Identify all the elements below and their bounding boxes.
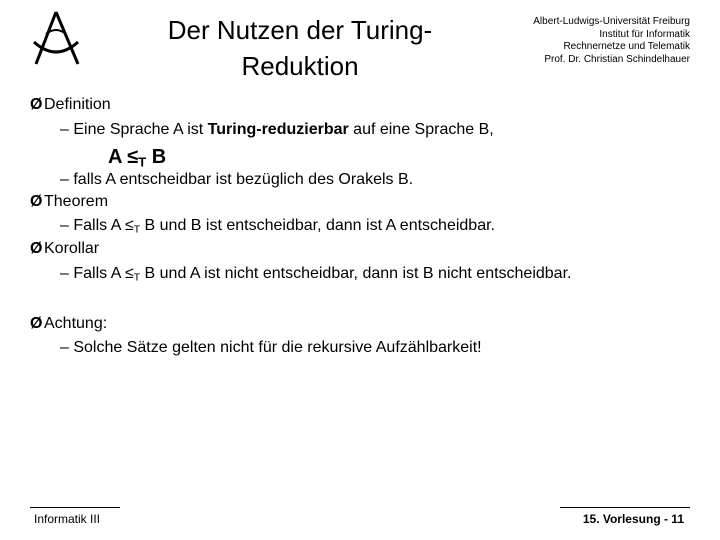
footer-course: Informatik III (34, 512, 101, 526)
text-span: falls A entscheidbar ist bezüglich des Orakels B. (73, 171, 414, 188)
institution-line: Institut für Informatik (599, 28, 690, 40)
text-span: auf eine Sprache B, (348, 121, 494, 138)
text-span: Falls A ≤ (73, 265, 134, 282)
achtung-heading: Achtung: (44, 315, 108, 332)
dash: – (60, 339, 69, 356)
text-span: B und B ist entscheidbar, dann ist A entscheidbar. (140, 217, 495, 234)
bold-term: Turing-reduzierbar (207, 121, 349, 138)
dash: – (60, 265, 69, 282)
title-line-2: Reduktion (241, 51, 359, 81)
bullet-theorem (30, 191, 108, 213)
footer-divider-left (30, 507, 120, 508)
university-logo-icon (28, 8, 84, 70)
formula-subscript: T (138, 154, 147, 170)
arrow-bullet-icon: Ø (30, 315, 43, 332)
theorem-line (60, 215, 495, 242)
arrow-bullet-icon: Ø (30, 96, 43, 113)
korollar-heading: Korollar (44, 240, 100, 257)
footer-page-number: 15. Vorlesung - 11 (582, 512, 684, 526)
bullet-definition (30, 94, 111, 116)
institution-line: Prof. Dr. Christian Schindelhauer (544, 53, 690, 65)
arrow-bullet-icon: Ø (30, 240, 43, 257)
dash: – (60, 121, 69, 138)
arrow-bullet-icon: Ø (30, 193, 43, 210)
dash: – (60, 217, 69, 234)
title-line-1: Der Nutzen der Turing- (167, 15, 433, 45)
definition-heading: Definition (44, 96, 111, 113)
institution-line: Rechnernetze und Telematik (563, 41, 690, 53)
slide-title (130, 12, 470, 84)
definition-line-1 (60, 119, 494, 141)
definition-line-2 (60, 169, 413, 191)
bullet-achtung (30, 313, 107, 335)
dash: – (60, 171, 69, 188)
text-span: Solche Sätze gelten nicht für die rekursive Aufzählbarkeit! (73, 339, 482, 356)
formula-part: A ≤ (108, 146, 139, 168)
institution-block (450, 16, 690, 66)
footer-divider-right (560, 507, 690, 508)
formula-part: B (146, 146, 167, 168)
theorem-heading: Theorem (44, 193, 109, 210)
text-span: B und A ist nicht entscheidbar, dann ist B nicht entscheidbar. (140, 265, 572, 282)
subscript: T (133, 272, 141, 284)
text-span: Falls A ≤ (73, 217, 134, 234)
subscript: T (133, 224, 141, 236)
institution-line: Albert-Ludwigs-Universität Freiburg (533, 16, 690, 27)
korollar-line (60, 263, 571, 290)
bullet-korollar (30, 238, 99, 260)
text-span: Eine Sprache A ist (73, 121, 208, 138)
achtung-line (60, 337, 482, 359)
